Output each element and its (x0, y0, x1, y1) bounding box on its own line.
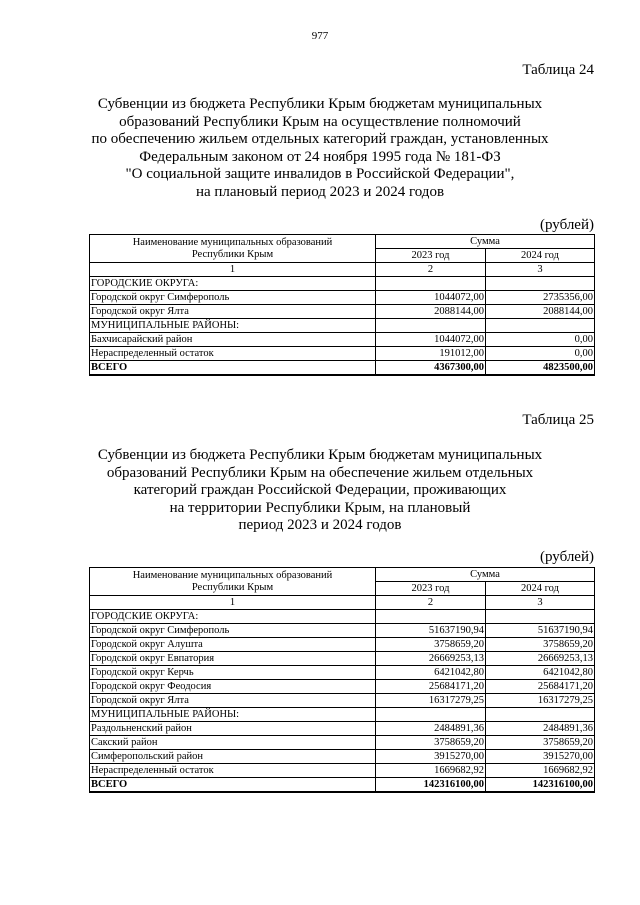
row-value-2023: 16317279,25 (376, 694, 486, 708)
total-value-2024: 4823500,00 (486, 361, 595, 376)
title-line: Субвенции из бюджета Республики Крым бюджетам муниципальных (97, 447, 543, 463)
row-value-2024: 2735356,00 (486, 291, 595, 305)
row-name: Городской округ Симферополь (90, 624, 376, 638)
header-sum: Сумма (376, 568, 595, 582)
header-col-num-1: 1 (90, 596, 376, 610)
table-row (90, 666, 595, 680)
table-row (90, 764, 595, 778)
table-row (90, 319, 595, 333)
header-col-num-3: 3 (486, 596, 595, 610)
row-value-2024: 2484891,36 (486, 722, 595, 736)
table-24-unit: (рублей) (539, 217, 594, 233)
row-value-2023: 2484891,36 (376, 722, 486, 736)
row-name: ГОРОДСКИЕ ОКРУГА: (90, 277, 376, 291)
total-label: ВСЕГО (90, 778, 376, 793)
table-25-unit: (рублей) (539, 549, 594, 565)
row-value-2023: 1669682,92 (376, 764, 486, 778)
title-line: Федеральным законом от 24 ноября 1995 года № 181-ФЗ (139, 148, 501, 165)
title-line: на плановый период 2023 и 2024 годов (195, 183, 445, 200)
page-number: 977 (311, 30, 329, 42)
title-line: период 2023 и 2024 годов (238, 517, 402, 533)
table-row (90, 347, 595, 361)
row-name: Городской округ Феодосия (90, 680, 376, 694)
row-name: Городской округ Евпатория (90, 652, 376, 666)
row-value-2024: 16317279,25 (486, 694, 595, 708)
table-row (90, 750, 595, 764)
row-value-2023: 191012,00 (376, 347, 486, 361)
header-col-num-1: 1 (90, 263, 376, 277)
row-name: Нераспределенный остаток (90, 347, 376, 361)
table-24-label: Таблица 24 (522, 62, 594, 78)
title-line: категорий граждан Российской Федерации, проживающих (133, 482, 507, 498)
row-value-2023: 3758659,20 (376, 736, 486, 750)
table-24-title (60, 96, 580, 201)
row-name: Городской округ Симферополь (90, 291, 376, 305)
row-value-2024: 25684171,20 (486, 680, 595, 694)
header-name-line1: Наименование муниципальных образований (132, 236, 333, 248)
row-value-2024: 6421042,80 (486, 666, 595, 680)
row-name: Бахчисарайский район (90, 333, 376, 347)
row-name: Сакский район (90, 736, 376, 750)
table-row (90, 680, 595, 694)
row-name: Городской округ Ялта (90, 694, 376, 708)
row-value-2023: 26669253,13 (376, 652, 486, 666)
header-col-num-2: 2 (376, 263, 486, 277)
row-value-2024: 26669253,13 (486, 652, 595, 666)
row-name: МУНИЦИПАЛЬНЫЕ РАЙОНЫ: (90, 708, 376, 722)
row-value-2023: 25684171,20 (376, 680, 486, 694)
total-value-2023: 4367300,00 (376, 361, 486, 376)
row-value-2023: 51637190,94 (376, 624, 486, 638)
table-25-title (60, 447, 580, 535)
header-name-cell (90, 568, 376, 596)
header-col-num-3: 3 (486, 263, 595, 277)
table-25-label: Таблица 25 (522, 412, 594, 428)
table-row (90, 333, 595, 347)
header-name-line2: Республики Крым (191, 248, 274, 260)
row-value-2023: 3758659,20 (376, 638, 486, 652)
table-row (90, 624, 595, 638)
row-name: Городской округ Алушта (90, 638, 376, 652)
table-row (90, 305, 595, 319)
title-line: образований Республики Крым на обеспечение жильем отдельных (106, 464, 534, 481)
header-name-line2: Республики Крым (191, 581, 274, 593)
row-name: Городской округ Ялта (90, 305, 376, 319)
row-name: Нераспределенный остаток (90, 764, 376, 778)
row-name: Городской округ Керчь (90, 666, 376, 680)
table-24 (89, 234, 595, 376)
row-value-2024: 3758659,20 (486, 736, 595, 750)
row-value-2024: 3758659,20 (486, 638, 595, 652)
row-name: ГОРОДСКИЕ ОКРУГА: (90, 610, 376, 624)
table-row (90, 722, 595, 736)
header-year-2024: 2024 год (486, 249, 595, 263)
title-line: по обеспечению жильем отдельных категорий граждан, установленных (91, 131, 549, 147)
table-row (90, 277, 595, 291)
table-row (90, 610, 595, 624)
table-row (90, 694, 595, 708)
header-name-cell (90, 235, 376, 263)
row-value-2023 (376, 277, 486, 291)
row-value-2024: 3915270,00 (486, 750, 595, 764)
row-value-2023: 1044072,00 (376, 333, 486, 347)
table-row (90, 291, 595, 305)
row-name: Симферопольский район (90, 750, 376, 764)
table-row (90, 708, 595, 722)
title-line: "О социальной защите инвалидов в Российской Федерации", (125, 166, 515, 182)
row-value-2023: 6421042,80 (376, 666, 486, 680)
row-value-2024: 2088144,00 (486, 305, 595, 319)
row-value-2024: 0,00 (486, 347, 595, 361)
row-value-2024 (486, 708, 595, 722)
total-label: ВСЕГО (90, 361, 376, 376)
row-value-2024 (486, 610, 595, 624)
header-year-2024: 2024 год (486, 582, 595, 596)
row-value-2023: 1044072,00 (376, 291, 486, 305)
row-value-2023 (376, 319, 486, 333)
row-value-2023: 3915270,00 (376, 750, 486, 764)
total-row (90, 361, 595, 376)
table-25 (89, 567, 595, 793)
header-name-line1: Наименование муниципальных образований (132, 569, 333, 581)
title-line: образований Республики Крым на осуществление полномочий (119, 113, 521, 130)
total-value-2024: 142316100,00 (486, 778, 595, 793)
table-row (90, 652, 595, 666)
total-row (90, 778, 595, 793)
header-year-2023: 2023 год (376, 582, 486, 596)
row-value-2024: 51637190,94 (486, 624, 595, 638)
row-value-2024: 0,00 (486, 333, 595, 347)
title-line: Субвенции из бюджета Республики Крым бюджетам муниципальных (97, 96, 543, 112)
row-name: Раздольненский район (90, 722, 376, 736)
row-value-2024: 1669682,92 (486, 764, 595, 778)
table-row (90, 736, 595, 750)
table-row (90, 638, 595, 652)
row-value-2024 (486, 277, 595, 291)
row-value-2023: 2088144,00 (376, 305, 486, 319)
header-year-2023: 2023 год (376, 249, 486, 263)
header-col-num-2: 2 (376, 596, 486, 610)
row-value-2023 (376, 610, 486, 624)
row-name: МУНИЦИПАЛЬНЫЕ РАЙОНЫ: (90, 319, 376, 333)
row-value-2023 (376, 708, 486, 722)
header-sum: Сумма (376, 235, 595, 249)
total-value-2023: 142316100,00 (376, 778, 486, 793)
title-line: на территории Республики Крым, на плановый (169, 499, 471, 516)
row-value-2024 (486, 319, 595, 333)
